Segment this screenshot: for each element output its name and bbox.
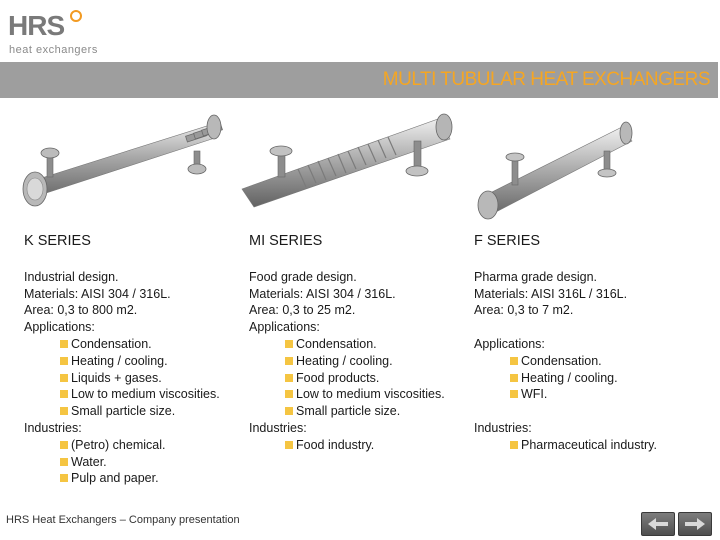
- applications-label: Applications:: [474, 336, 545, 351]
- page-title: MULTI TUBULAR HEAT EXCHANGERS: [382, 69, 710, 90]
- next-slide-button[interactable]: [678, 512, 712, 536]
- application-item: WFI.: [474, 386, 657, 403]
- series-title: MI SERIES: [249, 233, 323, 249]
- logo-tagline: heat exchangers: [9, 44, 98, 56]
- application-item: Condensation.: [249, 336, 445, 353]
- industry-item: Pharmaceutical industry.: [474, 437, 657, 454]
- design-line: Food grade design.: [249, 269, 357, 284]
- mi-series-column: [249, 233, 445, 454]
- application-item: Heating / cooling.: [474, 370, 657, 387]
- bullet-icon: [285, 374, 293, 382]
- application-item: Condensation.: [474, 353, 657, 370]
- area-line: Area: 0,3 to 800 m2.: [24, 303, 138, 318]
- title-bar: [0, 62, 718, 98]
- previous-slide-button[interactable]: [641, 512, 675, 536]
- series-title: K SERIES: [24, 233, 91, 249]
- logo-ring-icon: [70, 10, 82, 22]
- industries-label: Industries:: [474, 420, 532, 435]
- application-item: Small particle size.: [249, 403, 445, 420]
- bullet-icon: [285, 357, 293, 365]
- industry-item: Food industry.: [249, 437, 445, 454]
- bullet-icon: [60, 474, 68, 482]
- bullet-icon: [60, 390, 68, 398]
- industries-label: Industries:: [249, 420, 307, 435]
- design-line: Pharma grade design.: [474, 269, 597, 284]
- bullet-icon: [60, 407, 68, 415]
- bullet-icon: [510, 390, 518, 398]
- bullet-icon: [285, 340, 293, 348]
- f-series-exchanger-image: [472, 103, 640, 223]
- application-item: Small particle size.: [24, 403, 220, 420]
- design-line: Industrial design.: [24, 269, 119, 284]
- materials-line: Materials: AISI 304 / 316L.: [249, 286, 396, 301]
- spacer: [474, 319, 657, 336]
- bullet-icon: [60, 374, 68, 382]
- bullet-icon: [60, 458, 68, 466]
- application-item: Condensation.: [24, 336, 220, 353]
- mi-series-exchanger-image: [238, 103, 460, 223]
- bullet-icon: [510, 441, 518, 449]
- k-series-exchanger-image: [18, 103, 230, 223]
- arrow-right-icon: [679, 513, 711, 535]
- f-series-column: [474, 233, 657, 454]
- footer-text: HRS Heat Exchangers – Company presentation: [6, 514, 240, 526]
- bullet-icon: [60, 340, 68, 348]
- application-item: Low to medium viscosities.: [249, 386, 445, 403]
- materials-line: Materials: AISI 304 / 316L.: [24, 286, 171, 301]
- arrow-left-icon: [642, 513, 674, 535]
- industries-label: Industries:: [24, 420, 82, 435]
- industry-item: Water.: [24, 454, 220, 471]
- area-line: Area: 0,3 to 25 m2.: [249, 303, 356, 318]
- materials-line: Materials: AISI 316L / 316L.: [474, 286, 628, 301]
- logo-wordmark: HRS: [8, 10, 65, 41]
- bullet-icon: [285, 407, 293, 415]
- applications-label: Applications:: [24, 320, 95, 335]
- application-item: Low to medium viscosities.: [24, 386, 220, 403]
- k-series-column: [24, 233, 220, 487]
- bullet-icon: [60, 441, 68, 449]
- application-item: Heating / cooling.: [249, 353, 445, 370]
- bullet-icon: [285, 441, 293, 449]
- series-title: F SERIES: [474, 233, 541, 249]
- spacer: [474, 403, 657, 420]
- area-line: Area: 0,3 to 7 m2.: [474, 303, 574, 318]
- applications-label: Applications:: [249, 320, 320, 335]
- bullet-icon: [285, 390, 293, 398]
- application-item: Food products.: [249, 370, 445, 387]
- industry-item: (Petro) chemical.: [24, 437, 220, 454]
- hrs-logo: [8, 10, 118, 60]
- bullet-icon: [510, 374, 518, 382]
- application-item: Liquids + gases.: [24, 370, 220, 387]
- bullet-icon: [510, 357, 518, 365]
- industry-item: Pulp and paper.: [24, 470, 220, 487]
- bullet-icon: [60, 357, 68, 365]
- application-item: Heating / cooling.: [24, 353, 220, 370]
